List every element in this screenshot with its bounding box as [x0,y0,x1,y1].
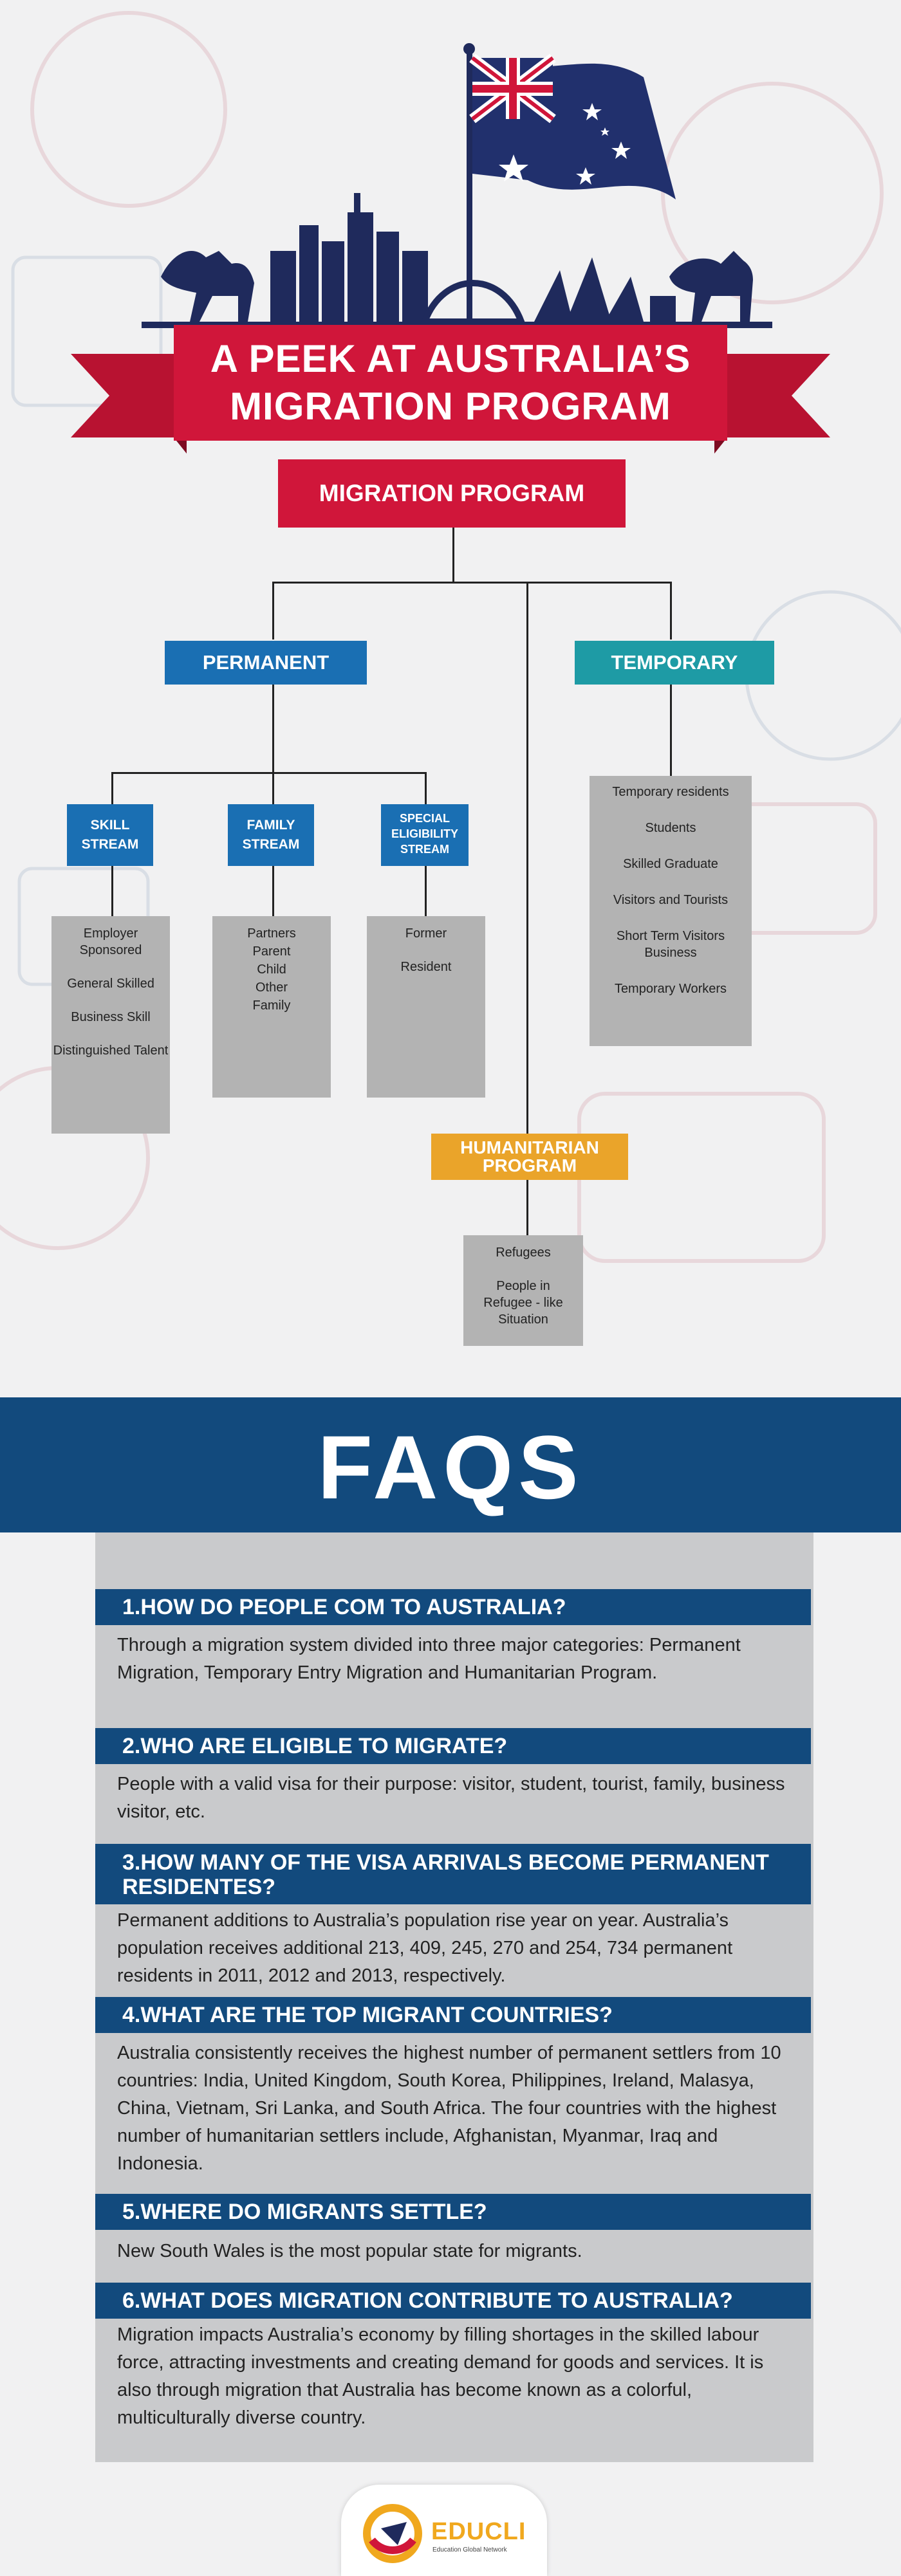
faq-answer-1: Through a migration system divided into three major categories: Permanent Migration, Temporary Entry Migration and Humanitarian Program. [117,1635,741,1683]
list-item: Child [257,962,286,977]
temporary-tag: TEMPORARY [575,641,774,685]
list-item: Employer Sponsored [79,926,142,957]
list-item: General Skilled [67,977,154,991]
skill-stream-tag: SKILL STREAM [67,804,153,866]
list-item: Parent [252,944,291,959]
family-stream-tag: FAMILY STREAM [228,804,314,866]
educli-logo [341,2485,547,2576]
educli-logo-mark-icon [362,2503,423,2564]
special-eligibility-stream-tag: SPECIAL ELIGIBILITY STREAM [381,804,469,866]
connector-line [670,582,672,639]
australia-flag-skyline-illustration [142,39,772,335]
list-item: Partners [247,926,296,941]
faq-answer-2: People with a valid visa for their purpose: visitor, student, tourist, family, business visitor, etc. [117,1774,785,1822]
list-item: Family [252,998,291,1013]
connector-line [670,684,672,777]
educli-logo-tagline: Education Global Network [432,2546,507,2553]
faq-question-5: 5.WHERE DO MIGRANTS SETTLE? [95,2194,811,2230]
connector-line [111,772,427,774]
connector-line [111,772,113,804]
list-item: Business Skill [71,1010,151,1024]
main-title-ribbon [174,325,727,441]
faq-question-2: 2.WHO ARE ELIGIBLE TO MIGRATE? [95,1728,811,1764]
connector-line [452,526,454,583]
faq-question-3: 3.HOW MANY OF THE VISA ARRIVALS BECOME PERMANENT RESIDENTES? [95,1844,811,1904]
connector-line [526,1179,528,1237]
list-item: Distinguished Talent [53,1044,169,1058]
skill-stream-list [51,916,170,1134]
list-item: Skilled Graduate [623,857,718,871]
faq-question-6: 6.WHAT DOES MIGRATION CONTRIBUTE TO AUSTRALIA? [95,2283,811,2319]
faq-heading: FAQS [317,1417,584,1518]
faq-question-4: 4.WHAT ARE THE TOP MIGRANT COUNTRIES? [95,1997,811,2033]
connector-line [272,684,274,774]
educli-logo-text: EDUCLI [431,2518,526,2545]
list-item: Students [645,821,696,835]
list-item: Resident [400,960,452,974]
connector-line [272,772,274,804]
main-title-line-2: MIGRATION PROGRAM [230,385,671,428]
list-item: Other [255,980,288,995]
connector-line [272,582,671,584]
connector-line [272,865,274,917]
special-eligibility-list [367,916,485,1098]
list-item: Short Term Visitors Business [616,929,725,960]
list-item: Former [405,926,447,941]
connector-line [425,865,427,917]
faq-answer-4: Australia consistently receives the highest number of permanent settlers from 10 countries: India, United Kingdom, South Korea, Philippines, Ireland, Malasya, China, Vietnam, Sri Lanka, and South Africa. The four countries with the highest number of humanitarian settlers include, Afghanistan, Myanmar, Iraq and Indonesia. [117,2043,781,2174]
faq-answer-3: Permanent additions to Australia’s population rise year on year. Australia’s population receives additional 213, 409, 245, 270 and 254, 734 permanent residents in 2011, 2012 and 2013, respectively. [117,1910,733,1986]
humanitarian-program-tag: HUMANITARIAN PROGRAM [431,1134,628,1180]
list-item: People in Refugee - like Situation [483,1279,563,1327]
permanent-tag: PERMANENT [165,641,367,685]
connector-line [526,582,528,1135]
list-item: Visitors and Tourists [613,893,729,907]
faq-answer-6: Migration impacts Australia’s economy by filling shortages in the skilled labour force, attracting investments and creating demand for goods and services. It is also through migration that Australia has become known as a colorful, multiculturally diverse country. [117,2324,764,2428]
list-item: Temporary residents [612,785,729,799]
connector-line [272,582,274,639]
faq-question-1: 1.HOW DO PEOPLE COM TO AUSTRALIA? [95,1589,811,1625]
migration-program-tag: MIGRATION PROGRAM [278,459,626,528]
list-item: Temporary Workers [614,982,727,996]
connector-line [425,772,427,804]
faq-answer-5: New South Wales is the most popular state for migrants. [117,2241,582,2261]
main-title-line-1: A PEEK AT AUSTRALIA’S [210,337,691,380]
connector-line [111,865,113,917]
family-stream-list [212,916,331,1098]
temporary-list [590,776,752,1046]
humanitarian-list [463,1235,583,1346]
list-item: Refugees [496,1246,551,1260]
